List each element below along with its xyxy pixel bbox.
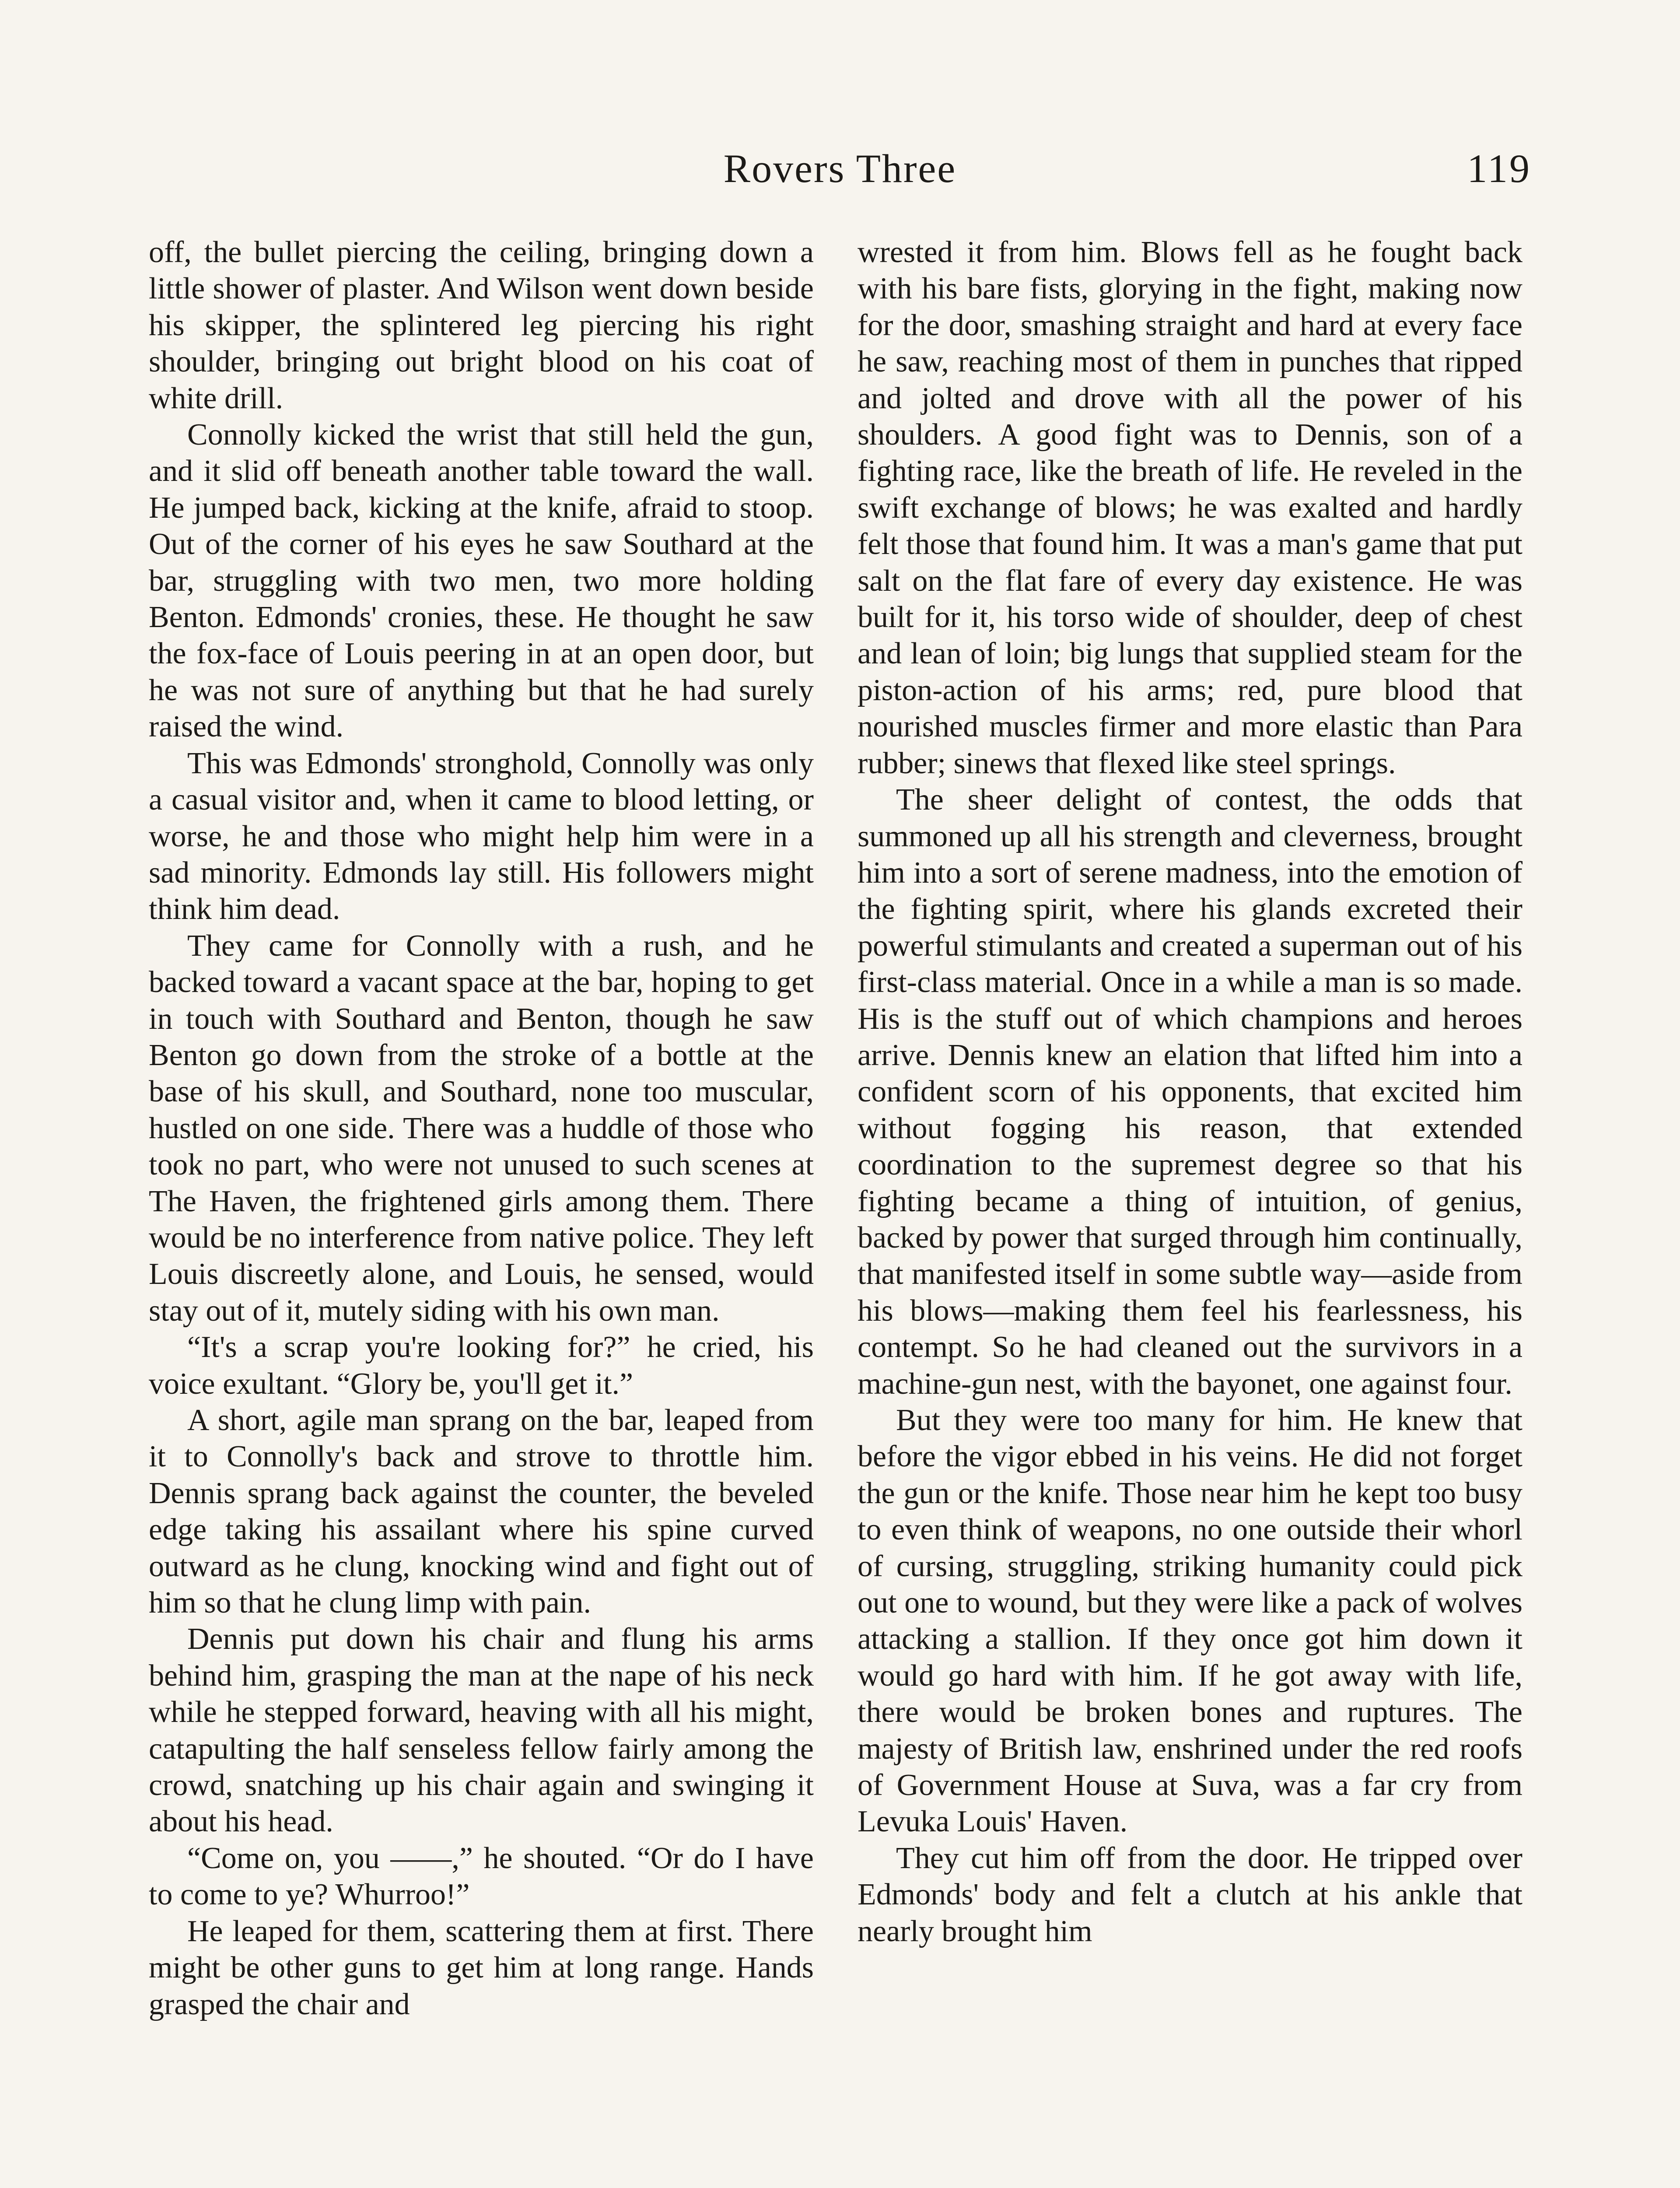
- paragraph: They came for Connolly with a rush, and he backed toward a vacant space at the bar, hoping to get in touch with Southard and Benton, though he saw Benton go down from the stroke of a bottle at the base of his skull, and Southard, none too muscular, hustled on one side. There was a huddle of those who took no part, who were not unused to such scenes at The Haven, the frightened girls among them. There would be no interference from native police. They left Louis discreetly alone, and Louis, he sensed, would stay out of it, mutely siding with his own man.: [149, 929, 814, 1328]
- paragraph: Connolly kicked the wrist that still held the gun, and it slid off beneath another table toward the wall. He jumped back, kicking at the knife, afraid to stoop. Out of the corner of his eyes he saw Southard at the bar, struggling with two men, two more holding Benton. Edmonds' cronies, these. He thought he saw the fox-face of Louis peering in at an open door, but he was not sure of anything but that he had surely raised the wind.: [149, 418, 814, 744]
- paragraph: The sheer delight of contest, the odds that summoned up all his strength and cleverness, brought him into a sort of serene madness, into the emotion of the fighting spirit, where his glands excreted their powerful stimulants and created a superman out of his first-class material. Once in a while a man is so made. His is the stuff out of which champions and heroes arrive. Dennis knew an elation that lifted him into a confident scorn of his opponents, that excited him without fogging his reason, that extended coordination to the supremest degree so that his fighting became a thing of intuition, of genius, backed by power that surged through him continually, that manifested itself in some subtle way—aside from his blows—making them feel his fearlessness, his contempt. So he had cleaned out the survivors in a machine-gun nest, with the bayonet, one against four.: [858, 783, 1522, 1401]
- left-column: [149, 234, 814, 2023]
- paragraph: “It's a scrap you're looking for?” he cried, his voice exultant. “Glory be, you'll get it.”: [149, 1330, 814, 1401]
- paragraph: “Come on, you ——,” he shouted. “Or do I have to come to ye? Whurroo!”: [149, 1841, 814, 1912]
- running-title: Rovers Three: [723, 146, 957, 191]
- paragraph: But they were too many for him. He knew that before the vigor ebbed in his veins. He did not forget the gun or the knife. Those near him he kept too busy to even think of weapons, no one outside their whorl of cursing, struggling, striking humanity could pick out one to wound, but they were like a pack of wolves attacking a stallion. If they once got him down it would go hard with him. If he got away with life, there would be broken bones and ruptures. The majesty of British law, enshrined under the red roofs of Government House at Suva, was a far cry from Levuka Louis' Haven.: [858, 1403, 1522, 1839]
- paragraph: Dennis put down his chair and flung his arms behind him, grasping the man at the nape of his neck while he stepped forward, heaving with all his might, catapulting the half senseless fellow fairly among the crowd, snatching up his chair again and swinging it about his head.: [149, 1622, 814, 1839]
- right-column: [858, 234, 1522, 1950]
- paragraph: A short, agile man sprang on the bar, leaped from it to Connolly's back and strove to throttle him. Dennis sprang back against the counter, the beveled edge taking his assailant where his spine curved outward as he clung, knocking wind and fight out of him so that he clung limp with pain.: [149, 1403, 814, 1620]
- page-header: [149, 140, 1531, 197]
- paragraph: off, the bullet piercing the ceiling, bringing down a little shower of plaster. And Wilson went down beside his skipper, the splintered leg piercing his right shoulder, bringing out bright blood on his coat of white drill.: [149, 235, 814, 415]
- paragraph: This was Edmonds' stronghold, Connolly was only a casual visitor and, when it came to blood letting, or worse, he and those who might help him were in a sad minority. Edmonds lay still. His followers might think him dead.: [149, 746, 814, 926]
- paragraph: He leaped for them, scattering them at first. There might be other guns to get him at long range. Hands grasped the chair and: [149, 1914, 814, 2021]
- paragraph: They cut him off from the door. He tripped over Edmonds' body and felt a clutch at his ankle that nearly brought him: [858, 1841, 1522, 1948]
- page-number: 119: [1467, 146, 1531, 191]
- paragraph: wrested it from him. Blows fell as he fought back with his bare fists, glorying in the fight, making now for the door, smashing straight and hard at every face he saw, reaching most of them in punches that ripped and jolted and drove with all the power of his shoulders. A good fight was to Dennis, son of a fighting race, like the breath of life. He reveled in the swift exchange of blows; he was exalted and hardly felt those that found him. It was a man's game that put salt on the flat fare of every day existence. He was built for it, his torso wide of shoulder, deep of chest and lean of loin; big lungs that supplied steam for the piston-action of his arms; red, pure blood that nourished muscles firmer and more elastic than Para rubber; sinews that flexed like steel springs.: [858, 235, 1522, 780]
